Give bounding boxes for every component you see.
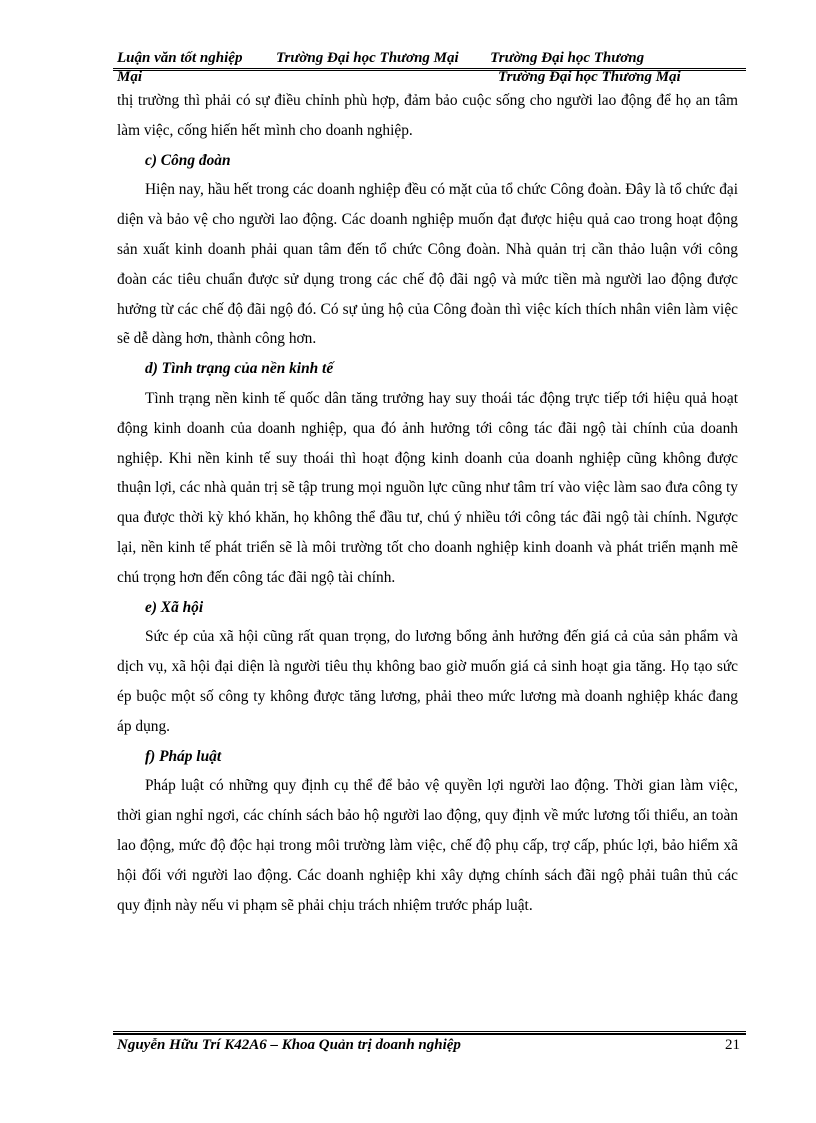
footer-rule-thick bbox=[113, 1033, 746, 1035]
section-text-cong-doan: Hiện nay, hầu hết trong các doanh nghiệp đều có mặt của tổ chức Công đoàn. Đây là tổ chức đại diện và bảo vệ cho người lao động. Các doanh nghiệp muốn đạt được hiệu quả cao trong hoạt động sản xuất kinh doanh phải quan tâm đến tổ chức Công đoàn. Nhà quản trị cần thảo luận với công đoàn các tiêu chuẩn được sử dụng trong các chế độ đãi ngộ và mức tiền mà người lao động được hưởng từ các chế độ đãi ngộ đó. Có sự ủng hộ của Công đoàn thì việc kích thích nhân viên làm việc sẽ dễ dàng hơn, thành công hơn. bbox=[117, 181, 738, 348]
section-heading-xa-hoi: e) Xã hội bbox=[145, 598, 204, 616]
page-number: 21 bbox=[725, 1037, 740, 1053]
section-text-kinh-te: Tình trạng nền kinh tế quốc dân tăng trưởng hay suy thoái tác động trực tiếp tới hiệu quả hoạt động kinh doanh của doanh nghiệp, qua đó ảnh hưởng tới công tác đãi ngộ tài chính của doanh nghiệp. Khi nền kinh tế suy thoái thì hoạt động kinh doanh của doanh nghiệp cũng không được thuận lợi, các nhà quản trị sẽ tập trung mọi nguồn lực cũng như tâm trí vào việc làm sao đưa công ty qua được thời kỳ khó khăn, họ không thể đầu tư, chú ý nhiều tới công tác đãi ngộ tài chính. Ngược lại, nền kinh tế phát triển sẽ là môi trường tốt cho doanh nghiệp kinh doanh và phát triển mạnh mẽ chú trọng hơn đến công tác đãi ngộ tài chính. bbox=[117, 389, 738, 586]
section-heading-phap-luat: f) Pháp luật bbox=[145, 747, 222, 765]
footer-author: Nguyễn Hữu Trí K42A6 – Khoa Quản trị doanh nghiệp bbox=[117, 1037, 461, 1053]
header-university-2: Trường Đại học Thương bbox=[490, 50, 645, 66]
section-heading-cong-doan: c) Công đoàn bbox=[145, 151, 231, 169]
header-wrap-right: Trường Đại học Thương Mại bbox=[498, 69, 681, 85]
intro-paragraph: thị trường thì phải có sự điều chỉnh phù hợp, đảm bảo cuộc sống cho người lao động để họ an tâm làm việc, cống hiến hết mình cho doanh nghiệp. bbox=[117, 92, 738, 139]
body-content bbox=[117, 86, 738, 920]
header-university-1: Trường Đại học Thương Mại bbox=[275, 50, 459, 66]
section-text-xa-hoi: Sức ép của xã hội cũng rất quan trọng, do lương bổng ảnh hưởng đến giá cả của sản phẩm và dịch vụ, xã hội đại diện là người tiêu thụ không bao giờ muốn giá cả sinh hoạt gia tăng. Họ tạo sức ép buộc một số công ty không được tăng lương, phải theo mức lương mà doanh nghiệp khác đang áp dụng. bbox=[117, 628, 738, 735]
header-thesis-label: Luận văn tốt nghiệp bbox=[117, 50, 243, 66]
header-wrap-left: Mại bbox=[117, 69, 143, 85]
running-header bbox=[117, 50, 644, 67]
section-heading-kinh-te: d) Tình trạng của nền kinh tế bbox=[145, 360, 334, 378]
section-text-phap-luat: Pháp luật có những quy định cụ thể để bảo vệ quyền lợi người lao động. Thời gian làm việc, thời gian nghỉ ngơi, các chính sách bảo hộ người lao động, quy định về mức lương tối thiểu, an toàn lao động, mức độ độc hại trong môi trường làm việc, chế độ phụ cấp, trợ cấp, phúc lợi, bảo hiểm xã hội đối với người lao động. Các doanh nghiệp khi xây dựng chính sách đãi ngộ phải tuân thủ các quy định này nếu vi phạm sẽ phải chịu trách nhiệm trước pháp luật. bbox=[117, 777, 738, 914]
footer-rule-thin bbox=[113, 1031, 746, 1032]
